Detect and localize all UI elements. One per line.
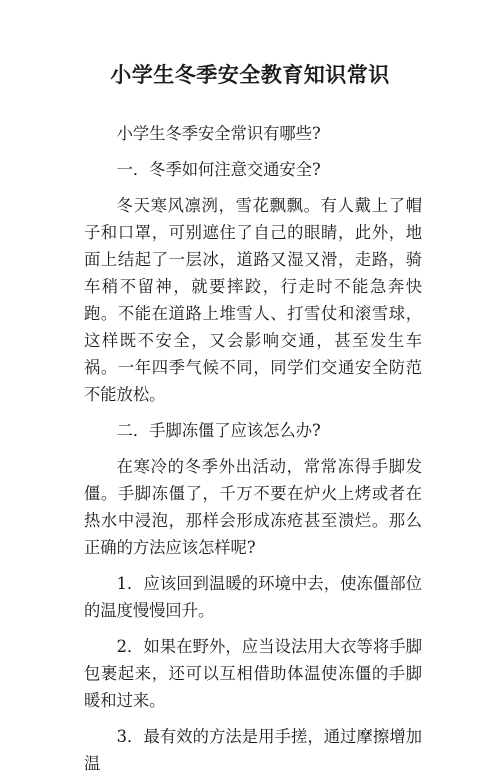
list-item-rub-hands: 3．最有效的方法是用手搓，通过摩擦增加温 xyxy=(84,727,422,773)
list-item-warm-environment: 1．应该回到温暖的环境中去，使冻僵部位的温度慢慢回升。 xyxy=(84,574,422,620)
paragraph-frozen-limbs: 在寒冷的冬季外出活动，常常冻得手脚发僵。手脚冻僵了，千万不要在炉火上烤或者在热水中浸泡，那样会形成冻疮甚至溃烂。那么正确的方法应该怎样呢? xyxy=(84,457,422,557)
paragraph-intro-question: 小学生冬季安全常识有哪些? xyxy=(116,124,321,143)
document-title: 小学生冬季安全教育知识常识 xyxy=(110,63,390,87)
heading-traffic-safety: 一．冬季如何注意交通安全? xyxy=(116,160,321,179)
heading-frozen-limbs: 二．手脚冻僵了应该怎么办? xyxy=(116,421,321,440)
document-body xyxy=(84,120,422,777)
list-item-wrap-in-coat: 2．如果在野外，应当设法用大衣等将手脚包裹起来，还可以互相借助体温使冻僵的手脚暖和过来。 xyxy=(84,637,422,710)
paragraph-traffic-safety: 冬天寒风凛洌，雪花飘飘。有人戴上了帽子和口罩，可别遮住了自己的眼睛，此外，地面上结起了一层冰，道路又湿又滑，走路，骑车稍不留神，就要摔跤，行走时不能急奔快跑。不能在道路上堆雪人、打雪仗和滚雪球，这样既不安全，又会影响交通，甚至发生车祸。一年四季气候不同，同学们交通安全防范不能放松。 xyxy=(84,196,422,404)
